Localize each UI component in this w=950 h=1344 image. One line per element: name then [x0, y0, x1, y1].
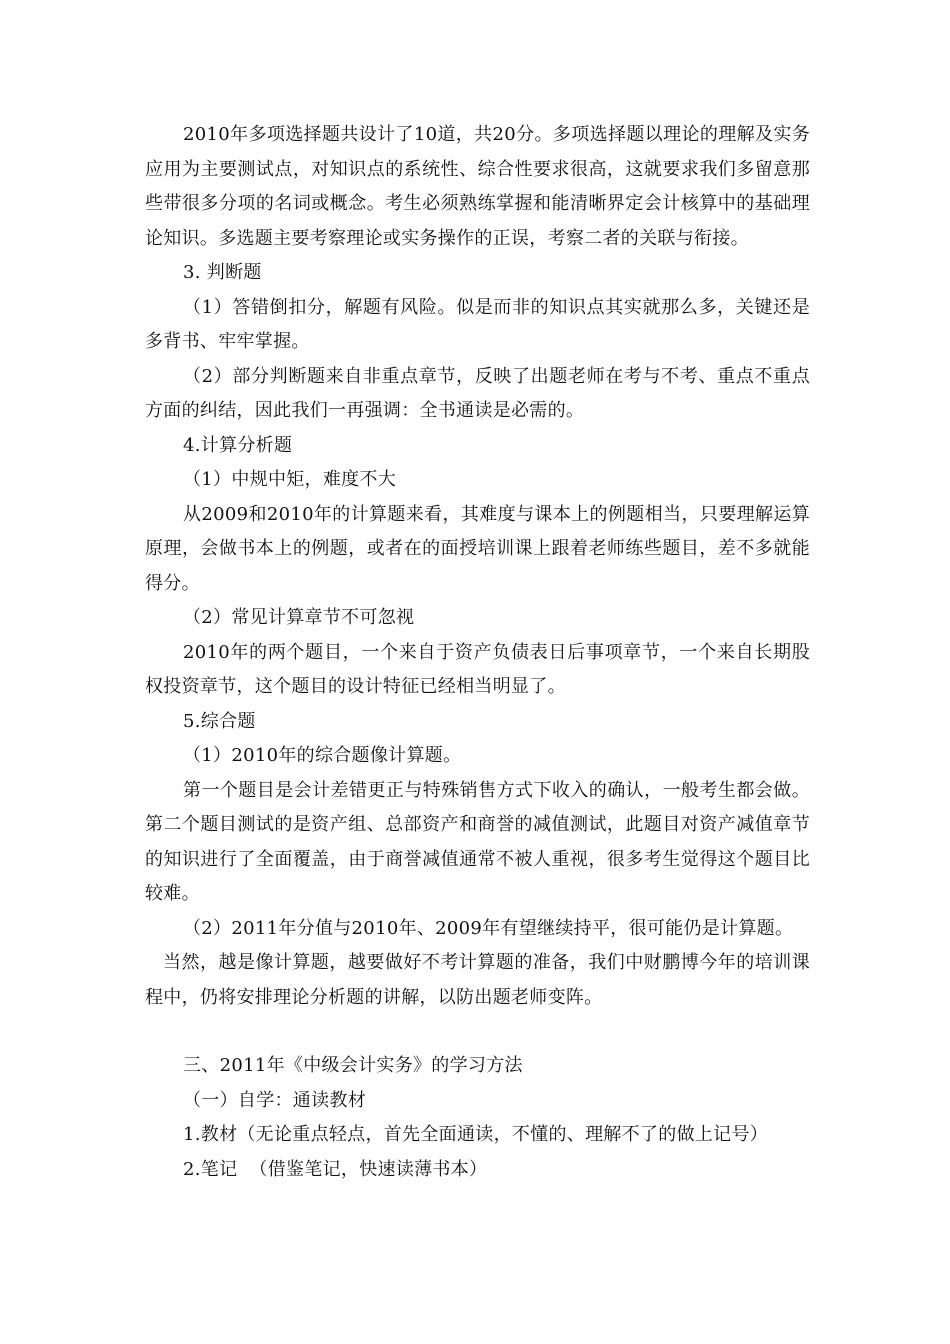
paragraph-comprehensive-1-title: （1）2010年的综合题像计算题。 [183, 745, 462, 766]
list-item-textbook: 1.教材（无论重点轻点，首先全面通读，不懂的、理解不了的做上记号） [183, 1124, 769, 1145]
paragraph-calculation-2-body: 2010年的两个题目，一个来自于资产负债表日后事项章节，一个来自长期股权投资章节，这个题目的设计特征已经相当明显了。 [145, 641, 810, 697]
document-body [145, 118, 810, 1187]
heading-self-study: （一）自学：通读教材 [183, 1089, 366, 1111]
heading-calculation: 4.计算分析题 [183, 434, 293, 456]
paragraph-calculation-2-title: （2）常见计算章节不可忽视 [183, 607, 415, 628]
heading-study-methods: 三、2011年《中级会计实务》的学习方法 [183, 1055, 523, 1076]
paragraph-comprehensive-2: （2）2011年分值与2010年、2009年有望继续持平，很可能仍是计算题。 [183, 917, 794, 939]
heading-comprehensive: 5.综合题 [183, 710, 256, 732]
paragraph-training-note: 当然，越是像计算题，越要做好不考计算题的准备，我们中财鹏博今年的培训课程中，仍将安排理论分析题的讲解，以防出题老师变阵。 [145, 952, 810, 1008]
paragraph-judgment-2: （2）部分判断题来自非重点章节，反映了出题老师在考与不考、重点不重点方面的纠结，因此我们一再强调：全书通读是必需的。 [145, 365, 810, 421]
list-item-notes: 2.笔记 （借鉴笔记，快速读薄书本） [183, 1158, 488, 1180]
paragraph-comprehensive-1-body: 第一个题目是会计差错更正与特殊销售方式下收入的确认，一般考生都会做。第二个题目测试的是资产组、总部资产和商誉的减值测试，此题目对资产减值章节的知识进行了全面覆盖，由于商誉减值通常不被人重视，很多考生觉得这个题目比较难。 [145, 779, 810, 904]
paragraph-judgment-1: （1）答错倒扣分，解题有风险。似是而非的知识点其实就那么多，关键还是多背书、牢牢掌握。 [145, 296, 810, 352]
paragraph-calculation-1-title: （1）中规中矩，难度不大 [183, 469, 397, 490]
paragraph-calculation-1-body: 从2009和2010年的计算题来看，其难度与课本上的例题相当，只要理解运算原理，会做书本上的例题，或者在的面授培训课上跟着老师练些题目，差不多就能得分。 [145, 503, 810, 594]
heading-judgment: 3. 判断题 [183, 262, 262, 283]
paragraph-multiple-choice: 2010年多项选择题共设计了10道，共20分。多项选择题以理论的理解及实务应用为主要测试点，对知识点的系统性、综合性要求很高，这就要求我们多留意那些带很多分项的名词或概念。考生必须熟练掌握和能清晰界定会计核算中的基础理论知识。多选题主要考察理论或实务操作的正误，考察二者的关联与衔接。 [145, 124, 810, 249]
section-gap [145, 1015, 810, 1049]
